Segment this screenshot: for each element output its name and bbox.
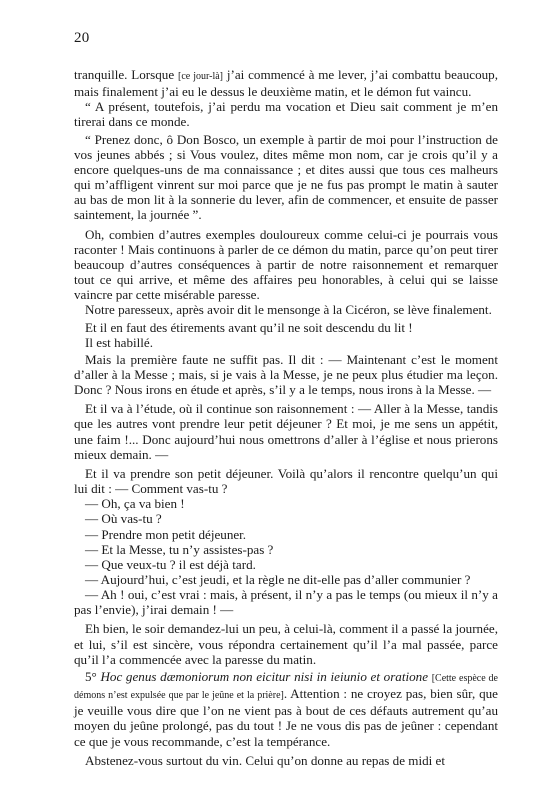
text-run: j’ai commencé à me lever, j’ai combattu beaucoup, mais finalement j’ai eu le dessus le deuxième matin, et le démon fut vaincu. bbox=[74, 67, 498, 100]
text-run: . Attention : ne croyez pas, bien sûr, que je veuille vous dire que l’on ne vient pas à bout de ces défauts autrement qu’au moyen du jeûne prolongé, pas du tout ! Je ne vous dis pas de jeûner : cependant ce que je vous recommande, c’est la tempérance. bbox=[74, 686, 498, 749]
dialogue-line: — Et la Messe, tu n’y assistes-pas ? bbox=[85, 541, 274, 557]
dialogue-line: — Ah ! oui, c’est vrai : mais, à présent, il n’y a pas le temps (ou mieux il n’y a pas l’envie), j’irai demain ! — bbox=[74, 587, 498, 618]
paragraph: Eh bien, le soir demandez-lui un peu, à celui-là, comment il a passé la journée, et lui, s’il est sincère, vous répondra certainement qu’il l’a mal passée, parce qu’il l’a commencée avec la paresse du matin. bbox=[74, 621, 498, 667]
paragraph: Et il va prendre son petit déjeuner. Voilà qu’alors il rencontre quelqu’un qui lui dit : — Comment vas-tu ? bbox=[74, 465, 498, 497]
text-run: tranquille. Lorsque bbox=[74, 67, 178, 82]
paragraph: “ Prenez donc, ô Don Bosco, un exemple à partir de moi pour l’instruction de vos jeunes abbés ; si Vous voulez, dites même mon nom, car je crois qu’il y a encore quelques-uns de ma connaissance ; et dites aussi que tous ces malheurs qui m’affligent vinrent sur moi parce que je ne fus pas prompt le matin à sauter au bas de mon lit à la sonnerie du lever, afin de commencer, et ensuite de passer saintement, la journée ”. bbox=[74, 131, 498, 223]
paragraph: Abstenez-vous surtout du vin. Celui qu’on donne au repas de midi et bbox=[85, 752, 446, 768]
paragraph: Et il en faut des étirements avant qu’il ne soit descendu du lit ! bbox=[85, 319, 413, 335]
paragraph: Oh, combien d’autres exemples douloureux comme celui-ci je pourrais vous raconter ! Mais continuons à parler de ce démon du matin, parce qu’on peut tirer beaucoup d’autres conséquences à partir de notre raisonnement et remarquer tout ce qui arrive, et même des affaires peu honorables, à celui qui se laisse vaincre par cette misérable paresse. bbox=[74, 226, 498, 303]
editorial-note: [Cette espèce de démons n’est expulsée que par le jeûne et la prière] bbox=[74, 672, 498, 702]
dialogue-line: — Aujourd’hui, c’est jeudi, et la règle ne dit-elle pas d’aller communier ? bbox=[85, 572, 471, 587]
latin-quote: Hoc genus dæmoniorum non eicitur nisi in ieiunio et oratione bbox=[100, 668, 429, 684]
paragraph: Il est habillé. bbox=[85, 334, 153, 350]
paragraph bbox=[74, 67, 498, 99]
dialogue-line: — Que veux-tu ? il est déjà tard. bbox=[85, 556, 256, 572]
paragraph: Et il va à l’étude, où il continue son raisonnement : — Aller à la Messe, tandis que les autres vont prendre leur petit déjeuner ? Et moi, je me sens un appétit, une faim !... Donc aujourd’hui nous omettrons d’aller à l’église et nous prierons mieux demain. — bbox=[74, 401, 498, 462]
dialogue-line: — Où vas-tu ? bbox=[85, 511, 162, 527]
body-text bbox=[74, 67, 498, 768]
paragraph bbox=[74, 669, 498, 749]
paragraph: Notre paresseux, après avoir dit le mensonge à la Cicéron, se lève finalement. bbox=[85, 302, 492, 318]
paragraph: Mais la première faute ne suffit pas. Il dit : — Maintenant c’est le moment d’aller à la Messe ; mais, si je vais à la Messe, je ne peux plus étudier ma leçon. Donc ? Nous irons en étude et après, s’il y a le temps, nous irons à la Messe. — bbox=[74, 351, 498, 398]
item-number: 5° bbox=[85, 668, 101, 684]
paragraph: “ A présent, toutefois, j’ai perdu ma vocation et Dieu sait comment je m’en tirerai dans ce monde. bbox=[74, 99, 498, 130]
editorial-note: [ce jour-là] bbox=[177, 71, 224, 82]
dialogue-line: — Oh, ça va bien ! bbox=[85, 496, 185, 512]
page-number: 20 bbox=[74, 30, 90, 46]
dialogue-line: — Prendre mon petit déjeuner. bbox=[85, 526, 247, 542]
